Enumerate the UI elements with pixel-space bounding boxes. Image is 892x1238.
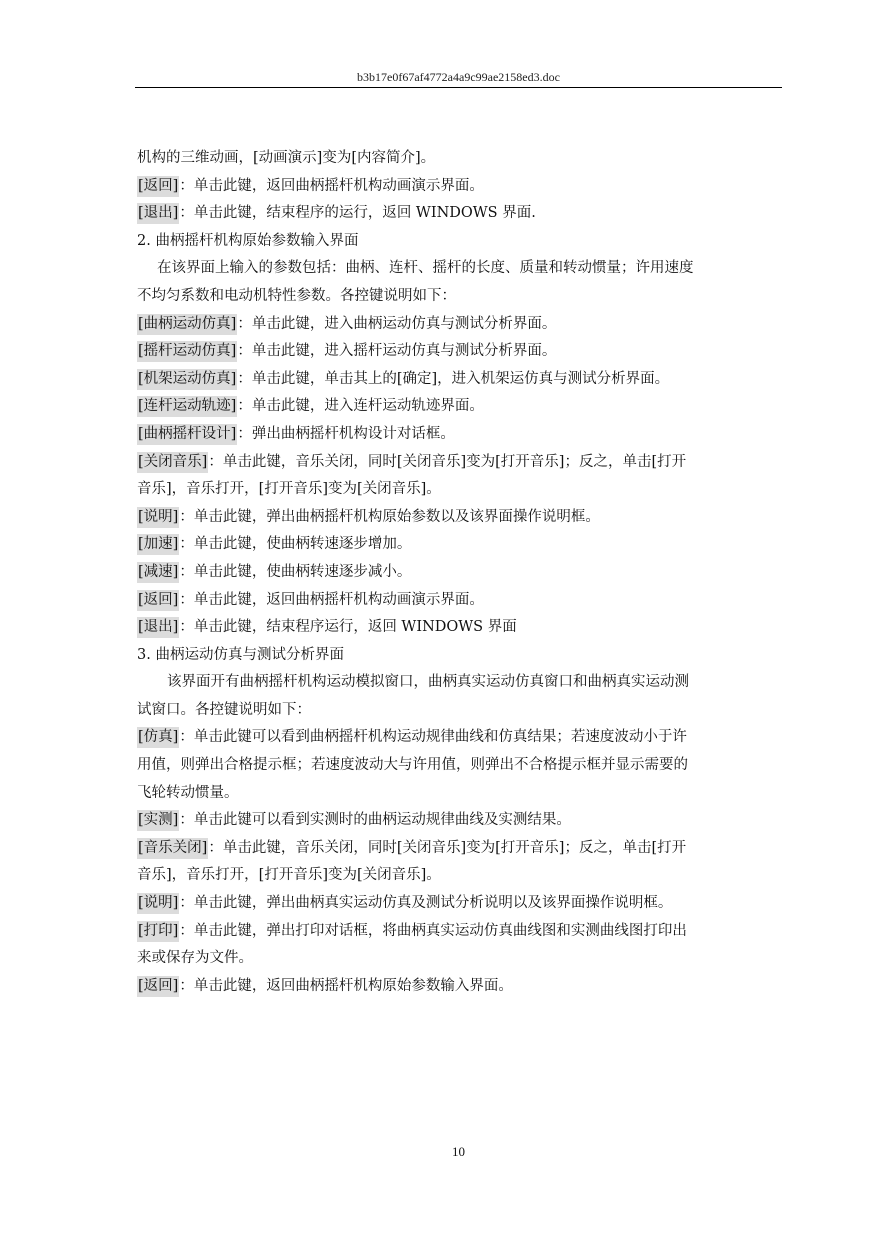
text-line xyxy=(137,283,782,311)
control-key-label: [曲柄摇杆设计] xyxy=(137,424,237,445)
control-key-label: [音乐关闭] xyxy=(137,838,208,859)
control-key-label: [返回] xyxy=(137,176,179,197)
text-line xyxy=(137,642,782,670)
text-line xyxy=(137,614,782,642)
control-key-label: [摇杆运动仿真] xyxy=(137,341,237,362)
text-line xyxy=(137,890,782,918)
control-key-label: [关闭音乐] xyxy=(137,452,208,473)
line-text: ：弹出曲柄摇杆机构设计对话框。 xyxy=(237,425,455,442)
line-text: 机构的三维动画，[动画演示]变为[内容简介]。 xyxy=(137,150,436,166)
document-body xyxy=(137,145,782,1000)
text-line xyxy=(137,918,782,946)
line-text: ：单击此键，进入连杆运动轨迹界面。 xyxy=(237,398,484,415)
control-key-label: [机架运动仿真] xyxy=(137,369,237,390)
line-text: 该界面开有曲柄摇杆机构运动模拟窗口，曲柄真实运动仿真窗口和曲柄真实运动测 xyxy=(167,674,689,691)
line-text: 2. 曲柄摇杆机构原始参数输入界面 xyxy=(137,232,359,249)
line-text: 音乐]，音乐打开，[打开音乐]变为[关闭音乐]。 xyxy=(137,867,441,884)
text-line xyxy=(137,255,782,283)
line-text: 在该界面上输入的参数包括：曲柄、连杆、摇杆的长度、质量和转动惯量；许用速度 xyxy=(157,260,694,277)
line-text: 飞轮转动惯量。 xyxy=(137,784,239,801)
control-key-label: [连杆运动轨迹] xyxy=(137,396,237,417)
line-text: 3. 曲柄运动仿真与测试分析界面 xyxy=(137,646,344,663)
line-text: ：单击此键，使曲柄转速逐步增加。 xyxy=(179,536,412,553)
text-line xyxy=(137,587,782,615)
text-line xyxy=(137,421,782,449)
line-text: ：单击此键，结束程序的运行，返回 WINDOWS 界面. xyxy=(179,205,536,222)
text-line xyxy=(137,807,782,835)
text-line xyxy=(137,476,782,504)
line-text: ：单击此键，返回曲柄摇杆机构原始参数输入界面。 xyxy=(179,977,513,994)
text-line xyxy=(137,311,782,339)
line-text: ：单击此键，进入曲柄运动仿真与测试分析界面。 xyxy=(237,315,557,332)
text-line xyxy=(137,145,782,173)
text-line xyxy=(137,366,782,394)
text-line xyxy=(137,449,782,477)
text-line xyxy=(137,173,782,201)
text-line xyxy=(137,531,782,559)
text-line xyxy=(137,504,782,532)
control-key-label: [仿真] xyxy=(137,727,179,748)
line-text: 来或保存为文件。 xyxy=(137,950,253,967)
line-text: 用值，则弹出合格提示框；若速度波动大与许用值，则弹出不合格提示框并显示需要的 xyxy=(137,757,688,774)
control-key-label: [返回] xyxy=(137,976,179,997)
text-line xyxy=(137,559,782,587)
control-key-label: [减速] xyxy=(137,562,179,583)
text-line xyxy=(137,945,782,973)
line-text: ：单击此键，弹出曲柄摇杆机构原始参数以及该界面操作说明框。 xyxy=(179,508,600,525)
control-key-label: [说明] xyxy=(137,507,179,528)
line-text: ：单击此键，弹出打印对话框，将曲柄真实运动仿真曲线图和实测曲线图打印出 xyxy=(179,922,687,939)
line-text: ：单击此键，使曲柄转速逐步减小。 xyxy=(179,563,412,580)
line-text: ：单击此键，进入摇杆运动仿真与测试分析界面。 xyxy=(237,343,557,360)
text-line xyxy=(137,780,782,808)
page-number: 10 xyxy=(452,1144,465,1159)
line-text: ：单击此键，音乐关闭，同时[关闭音乐]变为[打开音乐]；反之，单击[打开 xyxy=(208,453,687,470)
line-text: ：单击此键可以看到实测时的曲柄运动规律曲线及实测结果。 xyxy=(179,812,571,829)
line-text: 音乐]，音乐打开，[打开音乐]变为[关闭音乐]。 xyxy=(137,481,441,498)
line-text: ：单击此键，弹出曲柄真实运动仿真及测试分析说明以及该界面操作说明框。 xyxy=(179,895,673,912)
text-line xyxy=(137,669,782,697)
text-line xyxy=(137,862,782,890)
line-text: ：单击此键，音乐关闭，同时[关闭音乐]变为[打开音乐]；反之，单击[打开 xyxy=(208,839,687,856)
text-line xyxy=(137,724,782,752)
control-key-label: [打印] xyxy=(137,921,179,942)
line-text: ：单击此键，返回曲柄摇杆机构动画演示界面。 xyxy=(179,177,484,194)
line-text: ：单击此键，单击其上的[确定]，进入机架运仿真与测试分析界面。 xyxy=(237,370,670,387)
text-line xyxy=(137,228,782,256)
line-text: ：单击此键，结束程序运行，返回 WINDOWS 界面 xyxy=(179,619,517,636)
text-line xyxy=(137,752,782,780)
control-key-label: [说明] xyxy=(137,893,179,914)
line-text: ：单击此键，返回曲柄摇杆机构动画演示界面。 xyxy=(179,591,484,608)
control-key-label: [退出] xyxy=(137,617,179,638)
text-line xyxy=(137,697,782,725)
control-key-label: [实测] xyxy=(137,810,179,831)
header-rule xyxy=(135,87,782,88)
text-line xyxy=(137,200,782,228)
line-text: 试窗口。各控键说明如下： xyxy=(137,701,311,718)
control-key-label: [曲柄运动仿真] xyxy=(137,314,237,335)
text-line xyxy=(137,973,782,1001)
line-text: ：单击此键可以看到曲柄摇杆机构运动规律曲线和仿真结果；若速度波动小于许 xyxy=(179,729,687,746)
control-key-label: [返回] xyxy=(137,590,179,611)
control-key-label: [加速] xyxy=(137,534,179,555)
line-text: 不均匀系数和电动机特性参数。各控键说明如下： xyxy=(137,287,456,304)
text-line xyxy=(137,338,782,366)
text-line xyxy=(137,393,782,421)
text-line xyxy=(137,835,782,863)
control-key-label: [退出] xyxy=(137,203,179,224)
page-header: b3b17e0f67af4772a4a9c99ae2158ed3.doc xyxy=(357,70,560,84)
